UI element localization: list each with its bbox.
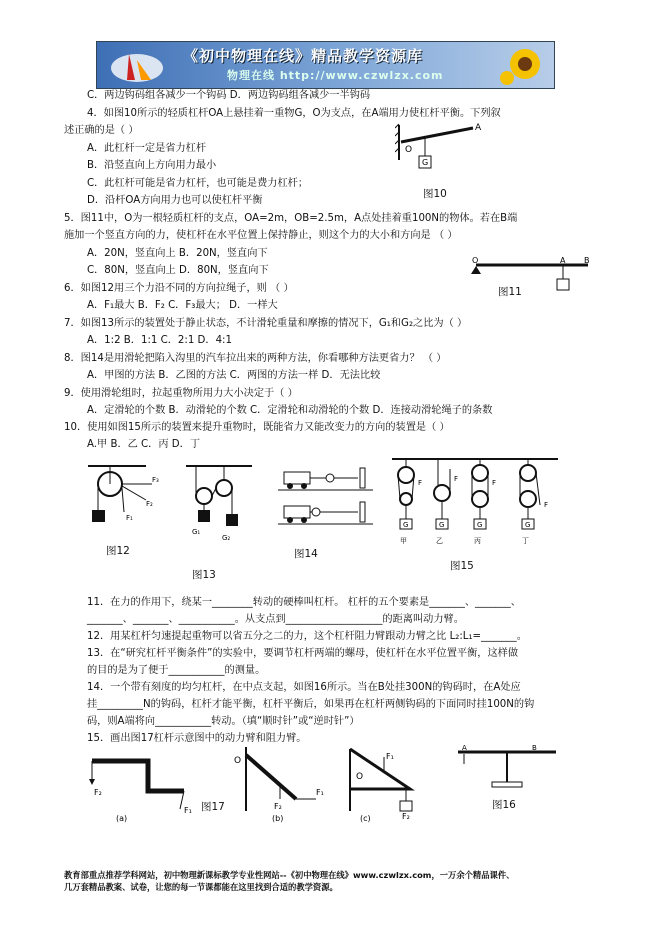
fig11-label-a: A bbox=[560, 256, 566, 265]
q4-option-c: C．此杠杆可能是省力杠杆，也可能是费力杠杆； bbox=[87, 178, 309, 189]
fig17b-label-f1: F₁ bbox=[316, 788, 324, 797]
q14-line3: 码，则A端将向___________转动。（填“顺时针”或“逆时针”） bbox=[87, 716, 360, 727]
q5-options-cd: C．80N，竖直向上 D．80N，竖直向下 bbox=[87, 265, 269, 276]
q6-options: A．F₁最大 B．F₂ C．F₃最大； D．一样大 bbox=[87, 300, 278, 311]
q5-stem-line1: 5．图11中，O为一根轻质杠杆的支点，OA=2m，OB=2.5m，A点处挂着重100N的物体。若在B端 bbox=[64, 213, 518, 224]
q5-stem-line2: 施加一个竖直方向的力，使杠杆在水平位置上保持静止，则这个力的大小和方向是 （ ） bbox=[64, 230, 458, 241]
q3-options-cd: C．两边钩码组各减少一个钩码 D．两边钩码组各减少一半钩码 bbox=[87, 90, 371, 101]
banner-url: 物理在线 http://www.czwlzx.com bbox=[227, 69, 444, 82]
fig16-caption: 图16 bbox=[492, 799, 516, 811]
footer-line1: 教育部重点推荐学科网站，初中物理新课标教学专业性网站--《初中物理在线》www.czwlzx.com，一万余个精品课件、 bbox=[64, 870, 515, 880]
fig17a-label: (a) bbox=[116, 814, 128, 823]
q4-option-a: A．此杠杆一定是省力杠杆 bbox=[87, 143, 207, 154]
fig13-label-g1: G₁ bbox=[192, 528, 201, 536]
fig17a-label-f2: F₂ bbox=[94, 788, 102, 797]
fig12-caption: 图12 bbox=[106, 545, 130, 557]
fig15-caption: 图15 bbox=[450, 560, 474, 572]
figure-16-balance bbox=[452, 742, 562, 792]
fig10-caption: 图10 bbox=[423, 188, 447, 200]
fig15-label-f-yi: F bbox=[454, 475, 459, 483]
fig15-label-jia: 甲 bbox=[400, 537, 407, 545]
q4-option-b: B．沿竖直向上方向用力最小 bbox=[87, 160, 217, 171]
q4-option-d: D．沿杆OA方向用力也可以使杠杆平衡 bbox=[87, 195, 263, 206]
q15-stem: 15．画出图17杠杆示意图中的动力臂和阻力臂。 bbox=[87, 733, 307, 744]
q5-options-ab: A．20N，竖直向上 B．20N，竖直向下 bbox=[87, 248, 268, 259]
fig12-label-f1: F₁ bbox=[126, 514, 133, 522]
fig10-label-g: G bbox=[422, 158, 429, 167]
banner-title: 《初中物理在线》精品教学资源库 bbox=[183, 47, 424, 65]
figure-14-cars bbox=[278, 462, 378, 532]
fig16-label-a: A bbox=[462, 744, 467, 752]
fig15-label-f-bing: F bbox=[492, 479, 497, 487]
fig17a-label-f1: F₁ bbox=[184, 806, 192, 815]
q11-line2: _______、_______、___________。从支点到___________________的距离叫动力臂。 bbox=[87, 614, 464, 625]
fig15-label-ding: 丁 bbox=[522, 537, 529, 545]
q9-stem: 9．使用滑轮组时，拉起重物所用力大小决定于（ ） bbox=[64, 388, 298, 399]
q7-stem: 7．如图13所示的装置处于静止状态，不计滑轮重量和摩擦的情况下，G₁和G₂之比为（ ） bbox=[64, 318, 468, 329]
figure-15-pulley-systems bbox=[390, 455, 560, 550]
fig17c-label-f2: F₂ bbox=[402, 812, 410, 821]
q13-line1: 13．在“研究杠杆平衡条件”的实验中，要调节杠杆两端的螺母，使杠杆在水平位置平衡，这样做 bbox=[87, 648, 519, 659]
fig15-label-f-jia: F bbox=[418, 479, 423, 487]
fig17b-label-f2: F₂ bbox=[274, 802, 282, 811]
fig14-caption: 图14 bbox=[294, 548, 318, 560]
q14-line1: 14．一个带有刻度的均匀杠杆，在中点支起，如图16所示。当在B处挂300N的钩码时，在A处应 bbox=[87, 682, 521, 693]
q12-stem: 12．用某杠杆匀速提起重物可以省五分之二的力，这个杠杆阻力臂跟动力臂之比 L₂:L₁=_______。 bbox=[87, 631, 527, 642]
q10-options: A.甲 B．乙 C．丙 D．丁 bbox=[87, 439, 201, 450]
q6-stem: 6．如图12用三个力沿不同的方向拉绳子，则 （ ） bbox=[64, 283, 294, 294]
q9-options: A．定滑轮的个数 B．动滑轮的个数 C．定滑轮和动滑轮的个数 D．连接动滑轮绳子的条数 bbox=[87, 405, 493, 416]
q8-stem: 8．图14是用滑轮把陷入沟里的汽车拉出来的两种方法，你看哪种方法更省力？ （ ） bbox=[64, 353, 447, 364]
fig13-label-g2: G₂ bbox=[222, 534, 231, 542]
q13-line2: 的目的是为了便于___________的测量。 bbox=[87, 665, 266, 676]
fig15-label-g-jia: G bbox=[403, 521, 409, 529]
fig17c-label: (c) bbox=[360, 814, 371, 823]
fig15-label-bing: 丙 bbox=[474, 537, 481, 545]
fig15-label-f-ding: F bbox=[544, 501, 549, 509]
figure-13-pulleys bbox=[184, 462, 254, 552]
header-banner bbox=[96, 41, 555, 89]
fig12-label-f3: F₃ bbox=[152, 476, 159, 484]
fig12-label-f2: F₂ bbox=[146, 500, 153, 508]
fig10-label-a: A bbox=[475, 123, 482, 133]
q11-line1: 11．在力的作用下，绕某一________转动的硬棒叫杠杆。 杠杆的五个要素是_______、_______、 bbox=[87, 597, 521, 608]
fig15-label-yi: 乙 bbox=[436, 537, 443, 545]
q4-stem-line1: 4．如图10所示的轻质杠杆OA上悬挂着一重物G，O为支点，在A端用力使杠杆平衡。下列叙 bbox=[87, 108, 501, 119]
footer-line2: 几万套精品教案、试卷，让您的每一节课都能在这里找到合适的教学资源。 bbox=[64, 882, 338, 892]
fig11-label-o: O bbox=[472, 256, 479, 265]
q7-options: A．1:2 B．1:1 C．2:1 D．4:1 bbox=[87, 335, 232, 346]
figure-11-lever bbox=[468, 255, 598, 295]
logo-icon bbox=[107, 46, 167, 86]
fig15-label-g-yi: G bbox=[439, 521, 445, 529]
q10-stem: 10．使用如图15所示的装置来提升重物时，既能省力又能改变力的方向的装置是（ ） bbox=[64, 422, 450, 433]
fig13-caption: 图13 bbox=[192, 569, 216, 581]
q14-line2: 挂_________N的钩码，杠杆才能平衡，杠杆平衡后，如果再在杠杆两侧钩码的下面同时挂100N的钩 bbox=[87, 699, 535, 710]
fig11-caption: 图11 bbox=[498, 286, 522, 298]
fig16-label-b: B bbox=[532, 744, 537, 752]
fig15-label-g-ding: G bbox=[525, 521, 531, 529]
fig17b-label-o: O bbox=[234, 756, 242, 766]
fig17c-label-o: O bbox=[356, 772, 364, 782]
fig17-caption: 图17 bbox=[201, 801, 225, 813]
sunflower-icon bbox=[497, 44, 552, 86]
q4-stem-line2: 述正确的是（ ） bbox=[64, 125, 139, 136]
figure-17-levers bbox=[88, 745, 418, 825]
fig17b-label: (b) bbox=[272, 814, 284, 823]
fig15-label-g-bing: G bbox=[477, 521, 483, 529]
q8-options: A．甲图的方法 B．乙图的方法 C．两图的方法一样 D．无法比较 bbox=[87, 370, 381, 381]
figure-10-lever bbox=[395, 120, 505, 180]
figure-12-pulley bbox=[86, 462, 166, 527]
fig17c-label-f1: F₁ bbox=[386, 752, 394, 761]
fig11-label-b: B bbox=[584, 256, 590, 265]
fig10-label-o: O bbox=[405, 145, 413, 155]
